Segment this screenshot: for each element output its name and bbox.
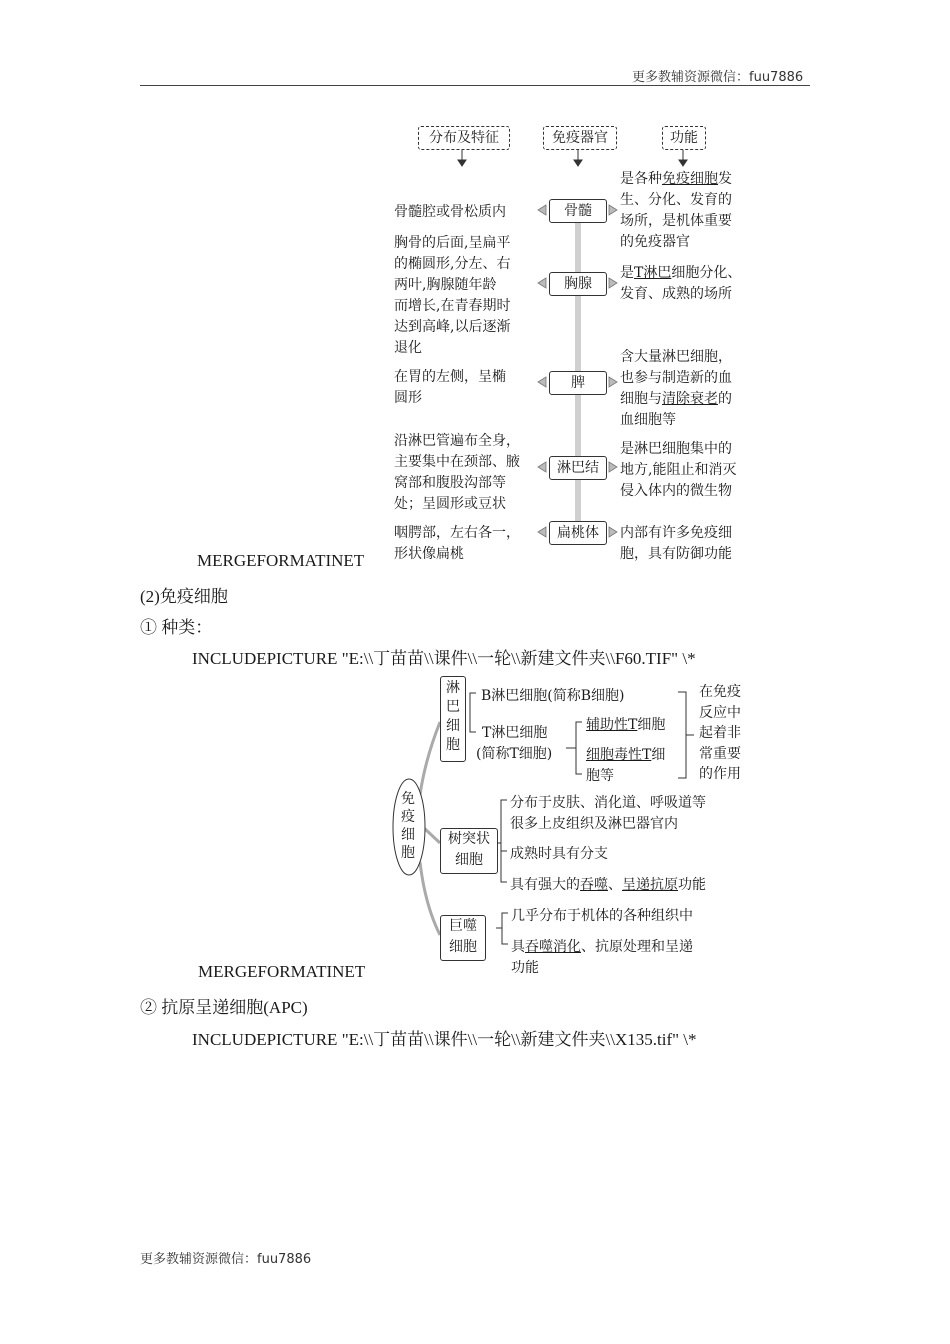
dendritic-function: 具有强大的吞噬、呈递抗原功能 — [510, 877, 706, 893]
page-header: 更多教辅资源微信：fuu7886 — [632, 70, 804, 85]
organ-thymus: 胸腺 — [549, 272, 607, 296]
macrophage-function: 具吞噬消化、抗原处理和呈递 — [511, 939, 693, 955]
thymus-location-line: 退化 — [394, 340, 422, 356]
lymph-node-function-line: 地方,能阻止和消灭 — [620, 462, 737, 478]
item-types: ① 种类： — [140, 618, 213, 637]
thymus-location-line: 两叶,胸腺随年龄 — [394, 277, 497, 293]
organ-bone-marrow: 骨髓 — [549, 199, 607, 223]
t-cell-alias: (简称T细胞) — [476, 746, 553, 762]
lymph-node-location-line: 沿淋巴管遍布全身， — [394, 433, 520, 449]
thymus-location-line: 的椭圆形,分左、右 — [394, 256, 511, 272]
spleen-location-line: 圆形 — [394, 390, 422, 406]
spleen-function-line: 也参与制造新的血 — [620, 370, 732, 386]
organ-lymph-node: 淋巴结 — [549, 456, 607, 480]
spleen-function-line: 含大量淋巴细胞， — [620, 349, 732, 365]
section-heading-immune-cells: (2)免疫细胞 — [140, 587, 228, 606]
field-code-includepicture: INCLUDEPICTURE "E:\\丁苗苗\\课件\\一轮\\新建文件夹\\F60.TIF" \* — [192, 649, 696, 668]
dendritic-distribution: 分布于皮肤、消化道、呼吸道等 — [510, 795, 706, 811]
tonsil-function-line: 内部有许多免疫细 — [620, 525, 732, 541]
page-footer: 更多教辅资源微信：fuu7886 — [140, 1252, 312, 1267]
macrophage-function-cont: 功能 — [511, 960, 539, 976]
field-code-mergeformat-2: MERGEFORMATINET — [198, 962, 366, 981]
lymphocyte-role: 在免疫 反应中 起着非 常重要 的作用 — [699, 684, 741, 782]
field-code-mergeformat: MERGEFORMATINET — [197, 551, 365, 570]
thymus-function-line: 是T淋巴细胞分化、 — [620, 265, 742, 281]
immune-cells-root: 免 疫 细 胞 — [401, 791, 415, 861]
thymus-location-line: 胸骨的后面,呈扁平 — [394, 235, 511, 251]
lymph-node-location-line: 窝部和腹股沟部等 — [394, 475, 506, 491]
spleen-location-line: 在胃的左侧，呈椭 — [394, 369, 506, 385]
bone-marrow-function-line: 的免疫器官 — [620, 234, 690, 250]
head-function: 功能 — [662, 126, 706, 150]
organ-tonsil: 扁桃体 — [549, 521, 607, 545]
lymph-node-location-line: 处；呈圆形或豆状 — [394, 496, 506, 512]
tonsil-function-line: 胞，具有防御功能 — [620, 546, 732, 562]
lymphocyte-box: 淋 巴 细 胞 — [440, 676, 466, 762]
thymus-function-line: 发育、成熟的场所 — [620, 286, 732, 302]
macrophage-box: 巨噬 细胞 — [440, 915, 486, 961]
tonsil-location-line: 咽腭部，左右各一， — [394, 525, 520, 541]
lymph-node-location-line: 主要集中在颈部、腋 — [394, 454, 520, 470]
head-distribution: 分布及特征 — [418, 126, 510, 150]
lymph-node-function-line: 是淋巴细胞集中的 — [620, 441, 732, 457]
cytotoxic-t-cell: 细胞毒性T细 — [586, 747, 666, 763]
organ-spleen: 脾 — [549, 371, 607, 395]
spleen-function-line: 血细胞等 — [620, 412, 676, 428]
lymph-node-function-line: 侵入体内的微生物 — [620, 483, 732, 499]
head-organ: 免疫器官 — [543, 126, 617, 150]
thymus-location-line: 而增长,在青春期时 — [394, 298, 511, 314]
bone-marrow-function-line: 场所，是机体重要 — [620, 213, 732, 229]
bone-marrow-location: 骨髓腔或骨松质内 — [394, 204, 506, 220]
dendritic-branching: 成熟时具有分支 — [510, 846, 608, 862]
bone-marrow-function-line: 生、分化、发育的 — [620, 192, 732, 208]
b-cell-label: B淋巴细胞(简称B细胞) — [481, 688, 625, 704]
field-code-includepicture-2: INCLUDEPICTURE "E:\\丁苗苗\\课件\\一轮\\新建文件夹\\X135.tif" \* — [192, 1030, 697, 1049]
cytotoxic-t-cell-cont: 胞等 — [586, 768, 614, 784]
tonsil-location-line: 形状像扁桃 — [394, 546, 464, 562]
dendritic-distribution-cont: 很多上皮组织及淋巴器官内 — [510, 816, 678, 832]
dendritic-cell-box: 树突状 细胞 — [440, 828, 498, 874]
helper-t-cell: 辅助性T细胞 — [586, 717, 666, 733]
t-cell-label: T淋巴细胞 — [482, 725, 548, 741]
bone-marrow-function-line: 是各种免疫细胞发 — [620, 171, 732, 187]
item-apc: ② 抗原呈递细胞(APC) — [140, 998, 308, 1017]
thymus-location-line: 达到高峰,以后逐渐 — [394, 319, 511, 335]
macrophage-distribution: 几乎分布于机体的各种组织中 — [511, 908, 693, 924]
spleen-function-line: 细胞与清除衰老的 — [620, 391, 732, 407]
